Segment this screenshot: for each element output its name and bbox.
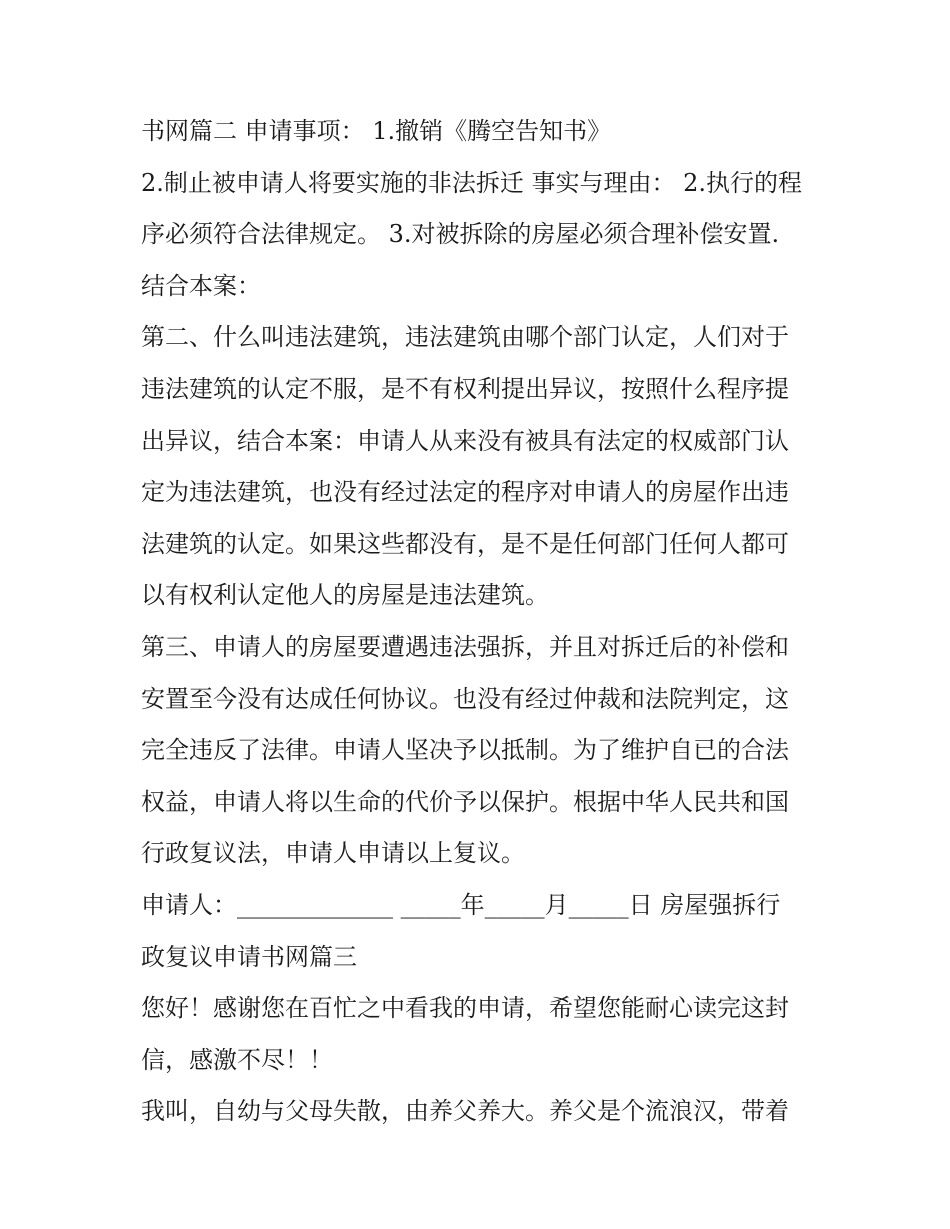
text-line-17: 政复议申请书网篇三	[141, 942, 357, 971]
text-line-18: 您好！感谢您在百忙之中看我的申请，希望您能耐心读完这封	[141, 994, 789, 1023]
text-line-20: 我叫，自幼与父母失散，由养父养大。养父是个流浪汉，带着	[141, 1097, 789, 1126]
text-line-5: 第二、什么叫违法建筑，违法建筑由哪个部门认定，人们对于	[141, 323, 789, 352]
text-line-16: 申请人：_____________ _____年_____月_____日 房屋强拆行	[141, 890, 781, 919]
text-line-15: 行政复议法，申请人申请以上复议。	[141, 839, 525, 868]
text-line-6: 违法建筑的认定不服，是不有权利提出异议，按照什么程序提	[141, 374, 789, 403]
text-line-3: 序必须符合法律规定。 3.对被拆除的房屋必须合理补偿安置.	[141, 220, 780, 249]
text-line-4: 结合本案：	[141, 271, 261, 300]
text-line-7: 出异议，结合本案：申请人从来没有被具有法定的权威部门认	[141, 426, 789, 455]
text-line-10: 以有权利认定他人的房屋是违法建筑。	[141, 581, 549, 610]
text-line-1: 书网篇二 申请事项： 1.撤销《腾空告知书》	[141, 117, 612, 145]
document-body	[141, 106, 817, 1138]
text-line-13: 完全违反了法律。申请人坚决予以抵制。为了维护自已的合法	[141, 736, 789, 765]
text-line-14: 权益，申请人将以生命的代价予以保护。根据中华人民共和国	[141, 787, 789, 816]
text-line-19: 信，感激不尽！！	[141, 1045, 333, 1074]
text-line-9: 法建筑的认定。如果这些都没有，是不是任何部门任何人都可	[141, 529, 789, 558]
text-line-2: 2.制止被申请人将要实施的非法拆迁 事实与理由： 2.执行的程	[141, 168, 803, 197]
text-line-8: 定为违法建筑，也没有经过法定的程序对申请人的房屋作出违	[141, 478, 789, 507]
text-line-11: 第三、申请人的房屋要遭遇违法强拆，并且对拆迁后的补偿和	[141, 632, 789, 661]
text-line-12: 安置至今没有达成任何协议。也没有经过仲裁和法院判定，这	[141, 684, 789, 713]
